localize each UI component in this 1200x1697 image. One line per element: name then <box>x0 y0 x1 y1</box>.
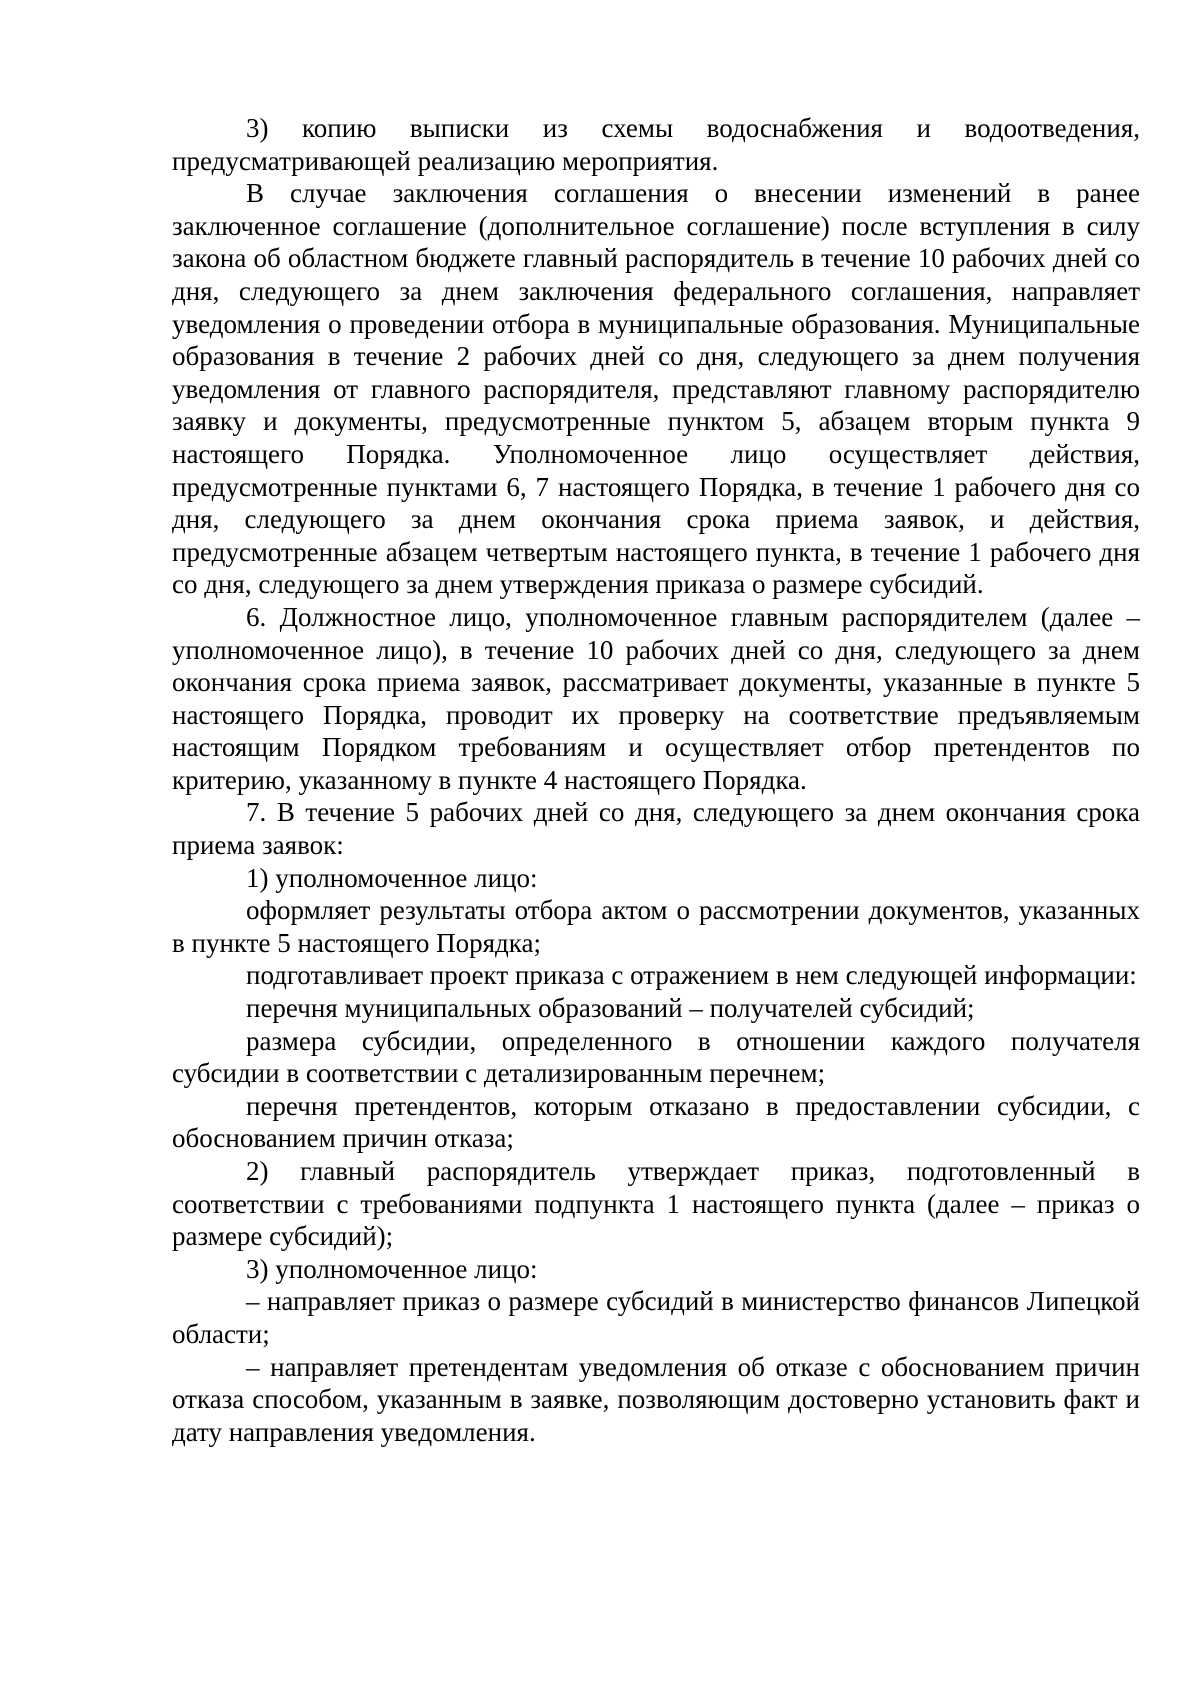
paragraph-7-1-subsidy-amount: размера субсидии, определенного в отношении каждого получателя субсидии в соответствии с детализированным перечнем; <box>172 1025 1140 1089</box>
paragraph-7-1-rejected-list: перечня претендентов, которым отказано в предоставлении субсидии, с обоснованием причин отказа; <box>172 1090 1140 1154</box>
paragraph-7-3-send-order: – направляет приказ о размере субсидий в министерство финансов Липецкой области; <box>172 1286 1140 1349</box>
paragraph-section-6: 6. Должностное лицо, уполномоченное главным распорядителем (далее – уполномоченное лицо), в течение 10 рабочих дней со дня, следующего за днем окончания срока приема заявок, рассматривает документы, указанные в пункте 5 настоящего Порядка, проводит их проверку на соответствие предъявляемым настоящим Порядком требованиям и осуществляет отбор претендентов по критерию, указанному в пункте 4 настоящего Порядка. <box>172 601 1140 795</box>
paragraph-supplementary-agreement: В случае заключения соглашения о внесении изменений в ранее заключенное соглашение (дополнительное соглашение) после вступления в силу закона об областном бюджете главный распорядитель в течение 10 рабочих дней со дня, следующего за днем заключения федерального соглашения, направляет уведомления о проведении отбора в муниципальные образования. Муниципальные образования в течение 2 рабочих дней со дня, следующего за днем получения уведомления от главного распорядителя, представляют главному распорядителю заявку и документы, предусмотренные пунктом 5, абзацем вторым пункта 9 настоящего Порядка. Уполномоченное лицо осуществляет действия, предусмотренные пунктами 6, 7 настоящего Порядка, в течение 1 рабочего дня со дня, следующего за днем окончания срока приема заявок, и действия, предусмотренные абзацем четвертым настоящего пункта, в течение 1 рабочего дня со дня, следующего за днем утверждения приказа о размере субсидий. <box>172 178 1140 600</box>
paragraph-7-1-act: оформляет результаты отбора актом о рассмотрении документов, указанных в пункте 5 настоящего Порядка; <box>172 895 1140 958</box>
paragraph-section-7: 7. В течение 5 рабочих дней со дня, следующего за днем окончания срока приема заявок: <box>172 797 1140 861</box>
paragraph-7-1: 1) уполномоченное лицо: <box>246 862 538 893</box>
paragraph-7-1-draft-order: подготавливает проект приказа с отражением в нем следующей информации: <box>246 960 1137 991</box>
paragraph-item-3-copy: 3) копию выписки из схемы водоснабжения и водоотведения, предусматривающей реализацию мероприятия. <box>172 113 1140 176</box>
paragraph-7-2: 2) главный распорядитель утверждает приказ, подготовленный в соответствии с требованиями подпункта 1 настоящего пункта (далее – приказ о размере субсидий); <box>172 1156 1140 1252</box>
document-page <box>172 112 1140 1448</box>
paragraph-7-1-recipients-list: перечня муниципальных образований – получателей субсидий; <box>246 993 975 1024</box>
paragraph-7-3: 3) уполномоченное лицо: <box>246 1253 538 1284</box>
paragraph-7-3-send-notices: – направляет претендентам уведомления об отказе с обоснованием причин отказа способом, указанным в заявке, позволяющим достоверно установить факт и дату направления уведомления. <box>172 1351 1140 1447</box>
